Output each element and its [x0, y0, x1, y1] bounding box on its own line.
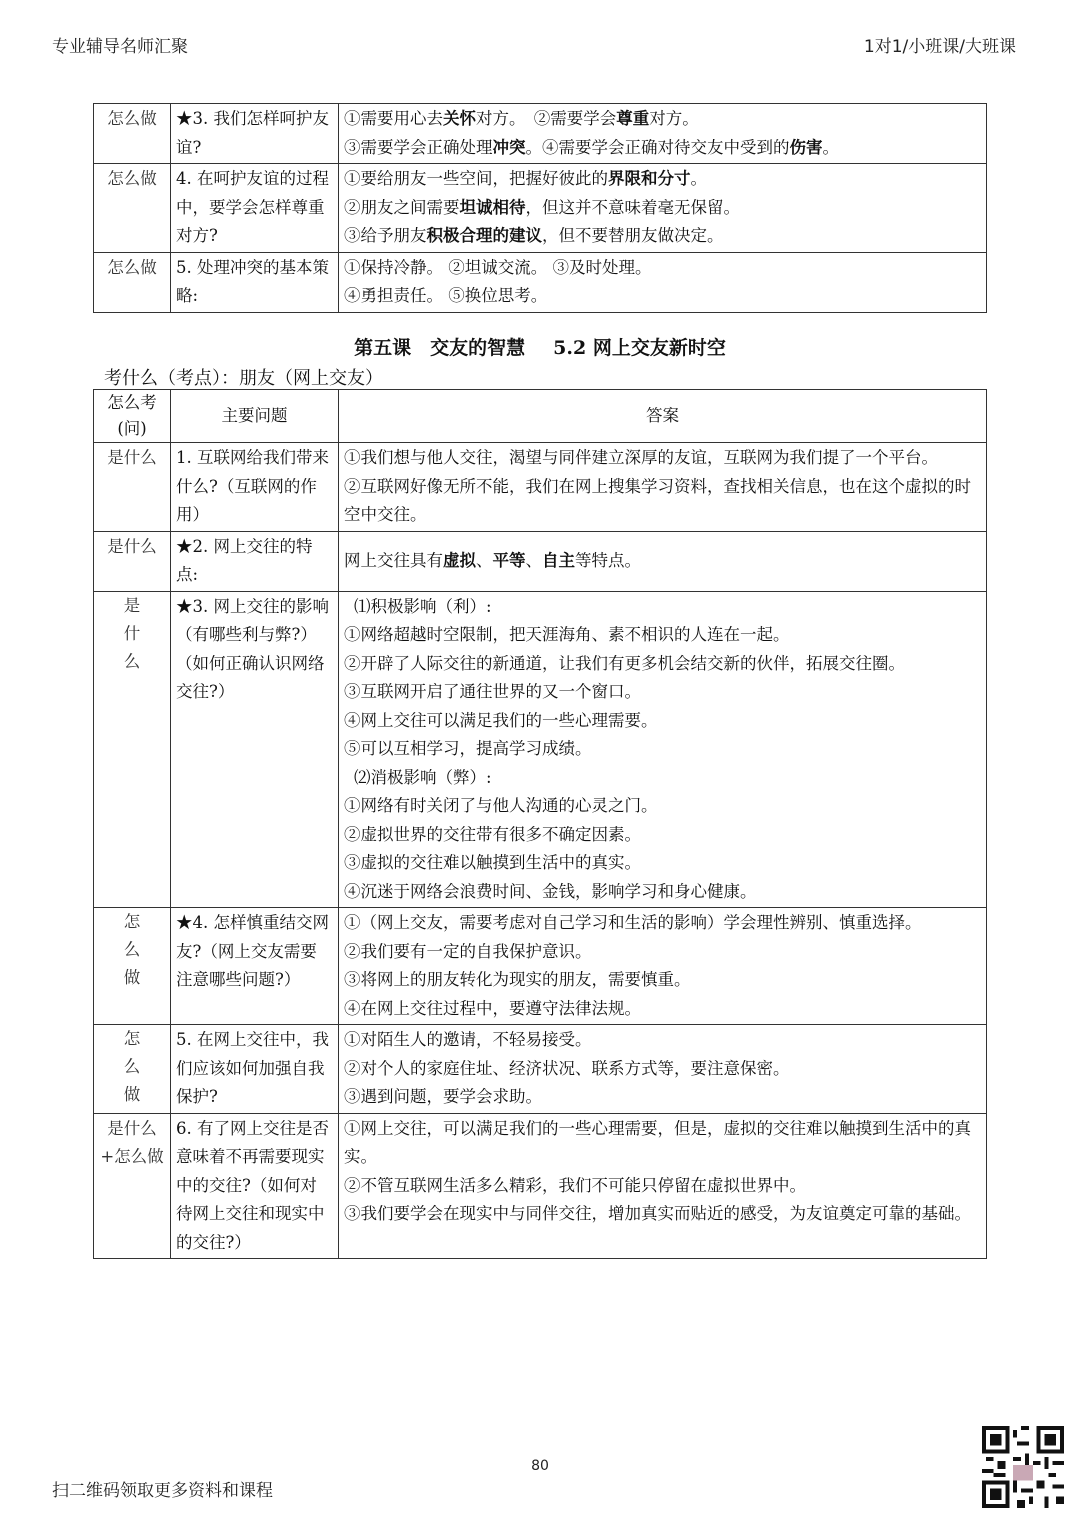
answer-line: ④网上交往可以满足我们的一些心理需要。 [344, 710, 658, 730]
row-question: ★3. 网上交往的影响（有哪些利与弊?）（如何正确认识网络交往?） [171, 591, 339, 908]
unit-title: 5.2 网上交友新时空 [553, 337, 726, 359]
row-answer [339, 164, 987, 253]
row-category: 是什么 [94, 591, 171, 908]
table-row [94, 164, 987, 253]
header-left-text: 专业辅导名师汇聚 [52, 37, 188, 57]
row-answer [339, 252, 987, 312]
table-row [94, 252, 987, 312]
row-question: 6. 有了网上交往是否意味着不再需要现实中的交往?（如何对待网上交往和现实中的交往?） [171, 1113, 339, 1259]
row-category: 怎么做 [94, 1025, 171, 1114]
answer-line: ④在网上交往过程中，要遵守法律法规。 [344, 998, 641, 1018]
answer-line: ①要给朋友一些空间，把握好彼此的界限和分寸。 [344, 169, 707, 188]
row-category: 怎么做 [94, 164, 171, 253]
row-question: ★3. 我们怎样呵护友谊? [171, 104, 339, 164]
page-number: 80 [531, 1458, 549, 1474]
friendship-table [93, 103, 987, 313]
answer-line: ⑤可以互相学习，提高学习成绩。 [344, 739, 592, 758]
header-question: 主要问题 [171, 390, 339, 443]
row-category: 是什么+怎么做 [94, 1113, 171, 1259]
answer-line: ①（网上交友，需要考虑对自己学习和生活的影响）学会理性辨别、慎重选择。 [344, 913, 922, 932]
footer-text: 扫二维码领取更多资料和课程 [52, 1481, 273, 1501]
answer-line: ②对个人的家庭住址、经济状况、联系方式等，要注意保密。 [344, 1058, 790, 1078]
row-answer [339, 591, 987, 908]
answer-line: ③互联网开启了通往世界的又一个窗口。 [344, 682, 641, 701]
answer-line: ③需要学会正确处理冲突。④需要学会正确对待交友中受到的伤害。 [344, 137, 839, 157]
answer-line: ①保持冷静。 ②坦诚交流。 ③及时处理。 [344, 257, 652, 277]
answer-line: ⑴积极影响（利）: [354, 596, 492, 616]
row-answer [339, 1025, 987, 1114]
row-answer [339, 531, 987, 591]
answer-line: ②开辟了人际交往的新通道，让我们有更多机会结交新的伙伴，拓展交往圈。 [344, 653, 905, 673]
answer-line: ①对陌生人的邀请，不轻易接受。 [344, 1030, 592, 1049]
row-answer [339, 443, 987, 532]
table-row [94, 1113, 987, 1259]
answer-line: ②不管互联网生活多么精彩，我们不可能只停留在虚拟世界中。 [344, 1175, 806, 1195]
row-question: 1. 互联网给我们带来什么?（互联网的作用） [171, 443, 339, 532]
answer-line: ①需要用心去关怀对方。 ②需要学会尊重对方。 [344, 109, 699, 128]
row-question: ★2. 网上交往的特点: [171, 531, 339, 591]
row-question: 5. 处理冲突的基本策略: [171, 252, 339, 312]
row-answer [339, 104, 987, 164]
table-row [94, 908, 987, 1025]
answer-line: ③将网上的朋友转化为现实的朋友，需要慎重。 [344, 970, 691, 989]
exam-point-subtitle: 考什么（考点）：朋友（网上交友） [104, 368, 383, 389]
row-question: 5. 在网上交往中，我们应该如何加强自我保护? [171, 1025, 339, 1114]
answer-line: 网上交往具有虚拟、平等、自主等特点。 [344, 550, 641, 570]
table-header-row [94, 390, 987, 443]
answer-line: ②互联网好像无所不能，我们在网上搜集学习资料，查找相关信息，也在这个虚拟的时空中交往。 [344, 476, 971, 524]
answer-line: ②我们要有一定的自我保护意识。 [344, 941, 592, 961]
table-row [94, 591, 987, 908]
answer-line: ③遇到问题，要学会求助。 [344, 1087, 542, 1106]
row-category: 怎么做 [94, 104, 171, 164]
answer-line: ⑵消极影响（弊）: [354, 767, 492, 787]
row-answer [339, 1113, 987, 1259]
answer-line: ③虚拟的交往难以触摸到生活中的真实。 [344, 853, 641, 872]
answer-line: ②虚拟世界的交往带有很多不确定因素。 [344, 824, 641, 844]
row-category: 怎么做 [94, 252, 171, 312]
row-category: 怎么做 [94, 908, 171, 1025]
table-row [94, 104, 987, 164]
online-friendship-table [93, 389, 987, 1259]
header-category: 怎么考(问) [94, 390, 171, 443]
answer-line: ①网络超越时空限制，把天涯海角、素不相识的人连在一起。 [344, 625, 790, 644]
section-title [0, 333, 1080, 360]
lesson-title: 第五课 交友的智慧 [354, 337, 526, 359]
header-right-text: 1对1/小班课/大班课 [863, 37, 1016, 57]
answer-line: ③我们要学会在现实中与同伴交往，增加真实而贴近的感受，为友谊奠定可靠的基础。 [344, 1204, 971, 1223]
answer-line: ④勇担责任。 ⑤换位思考。 [344, 286, 548, 305]
row-category: 是什么 [94, 443, 171, 532]
header-answer: 答案 [339, 390, 987, 443]
answer-line: ①我们想与他人交往，渴望与同伴建立深厚的友谊，互联网为我们提了一个平台。 [344, 448, 938, 467]
row-category: 是什么 [94, 531, 171, 591]
answer-line: ②朋友之间需要坦诚相待，但这并不意味着毫无保留。 [344, 197, 740, 217]
answer-line: ①网络有时关闭了与他人沟通的心灵之门。 [344, 796, 658, 815]
table-row [94, 443, 987, 532]
table-row [94, 531, 987, 591]
answer-line: ①网上交往，可以满足我们的一些心理需要，但是，虚拟的交往难以触摸到生活中的真实。 [344, 1118, 971, 1166]
row-question: ★4. 怎样慎重结交网友?（网上交友需要注意哪些问题?） [171, 908, 339, 1025]
table-row [94, 1025, 987, 1114]
answer-line: ④沉迷于网络会浪费时间、金钱，影响学习和身心健康。 [344, 881, 757, 901]
answer-line: ③给予朋友积极合理的建议，但不要替朋友做决定。 [344, 226, 724, 245]
row-answer [339, 908, 987, 1025]
row-question: 4. 在呵护友谊的过程中，要学会怎样尊重对方? [171, 164, 339, 253]
qr-code-icon[interactable] [982, 1426, 1064, 1508]
